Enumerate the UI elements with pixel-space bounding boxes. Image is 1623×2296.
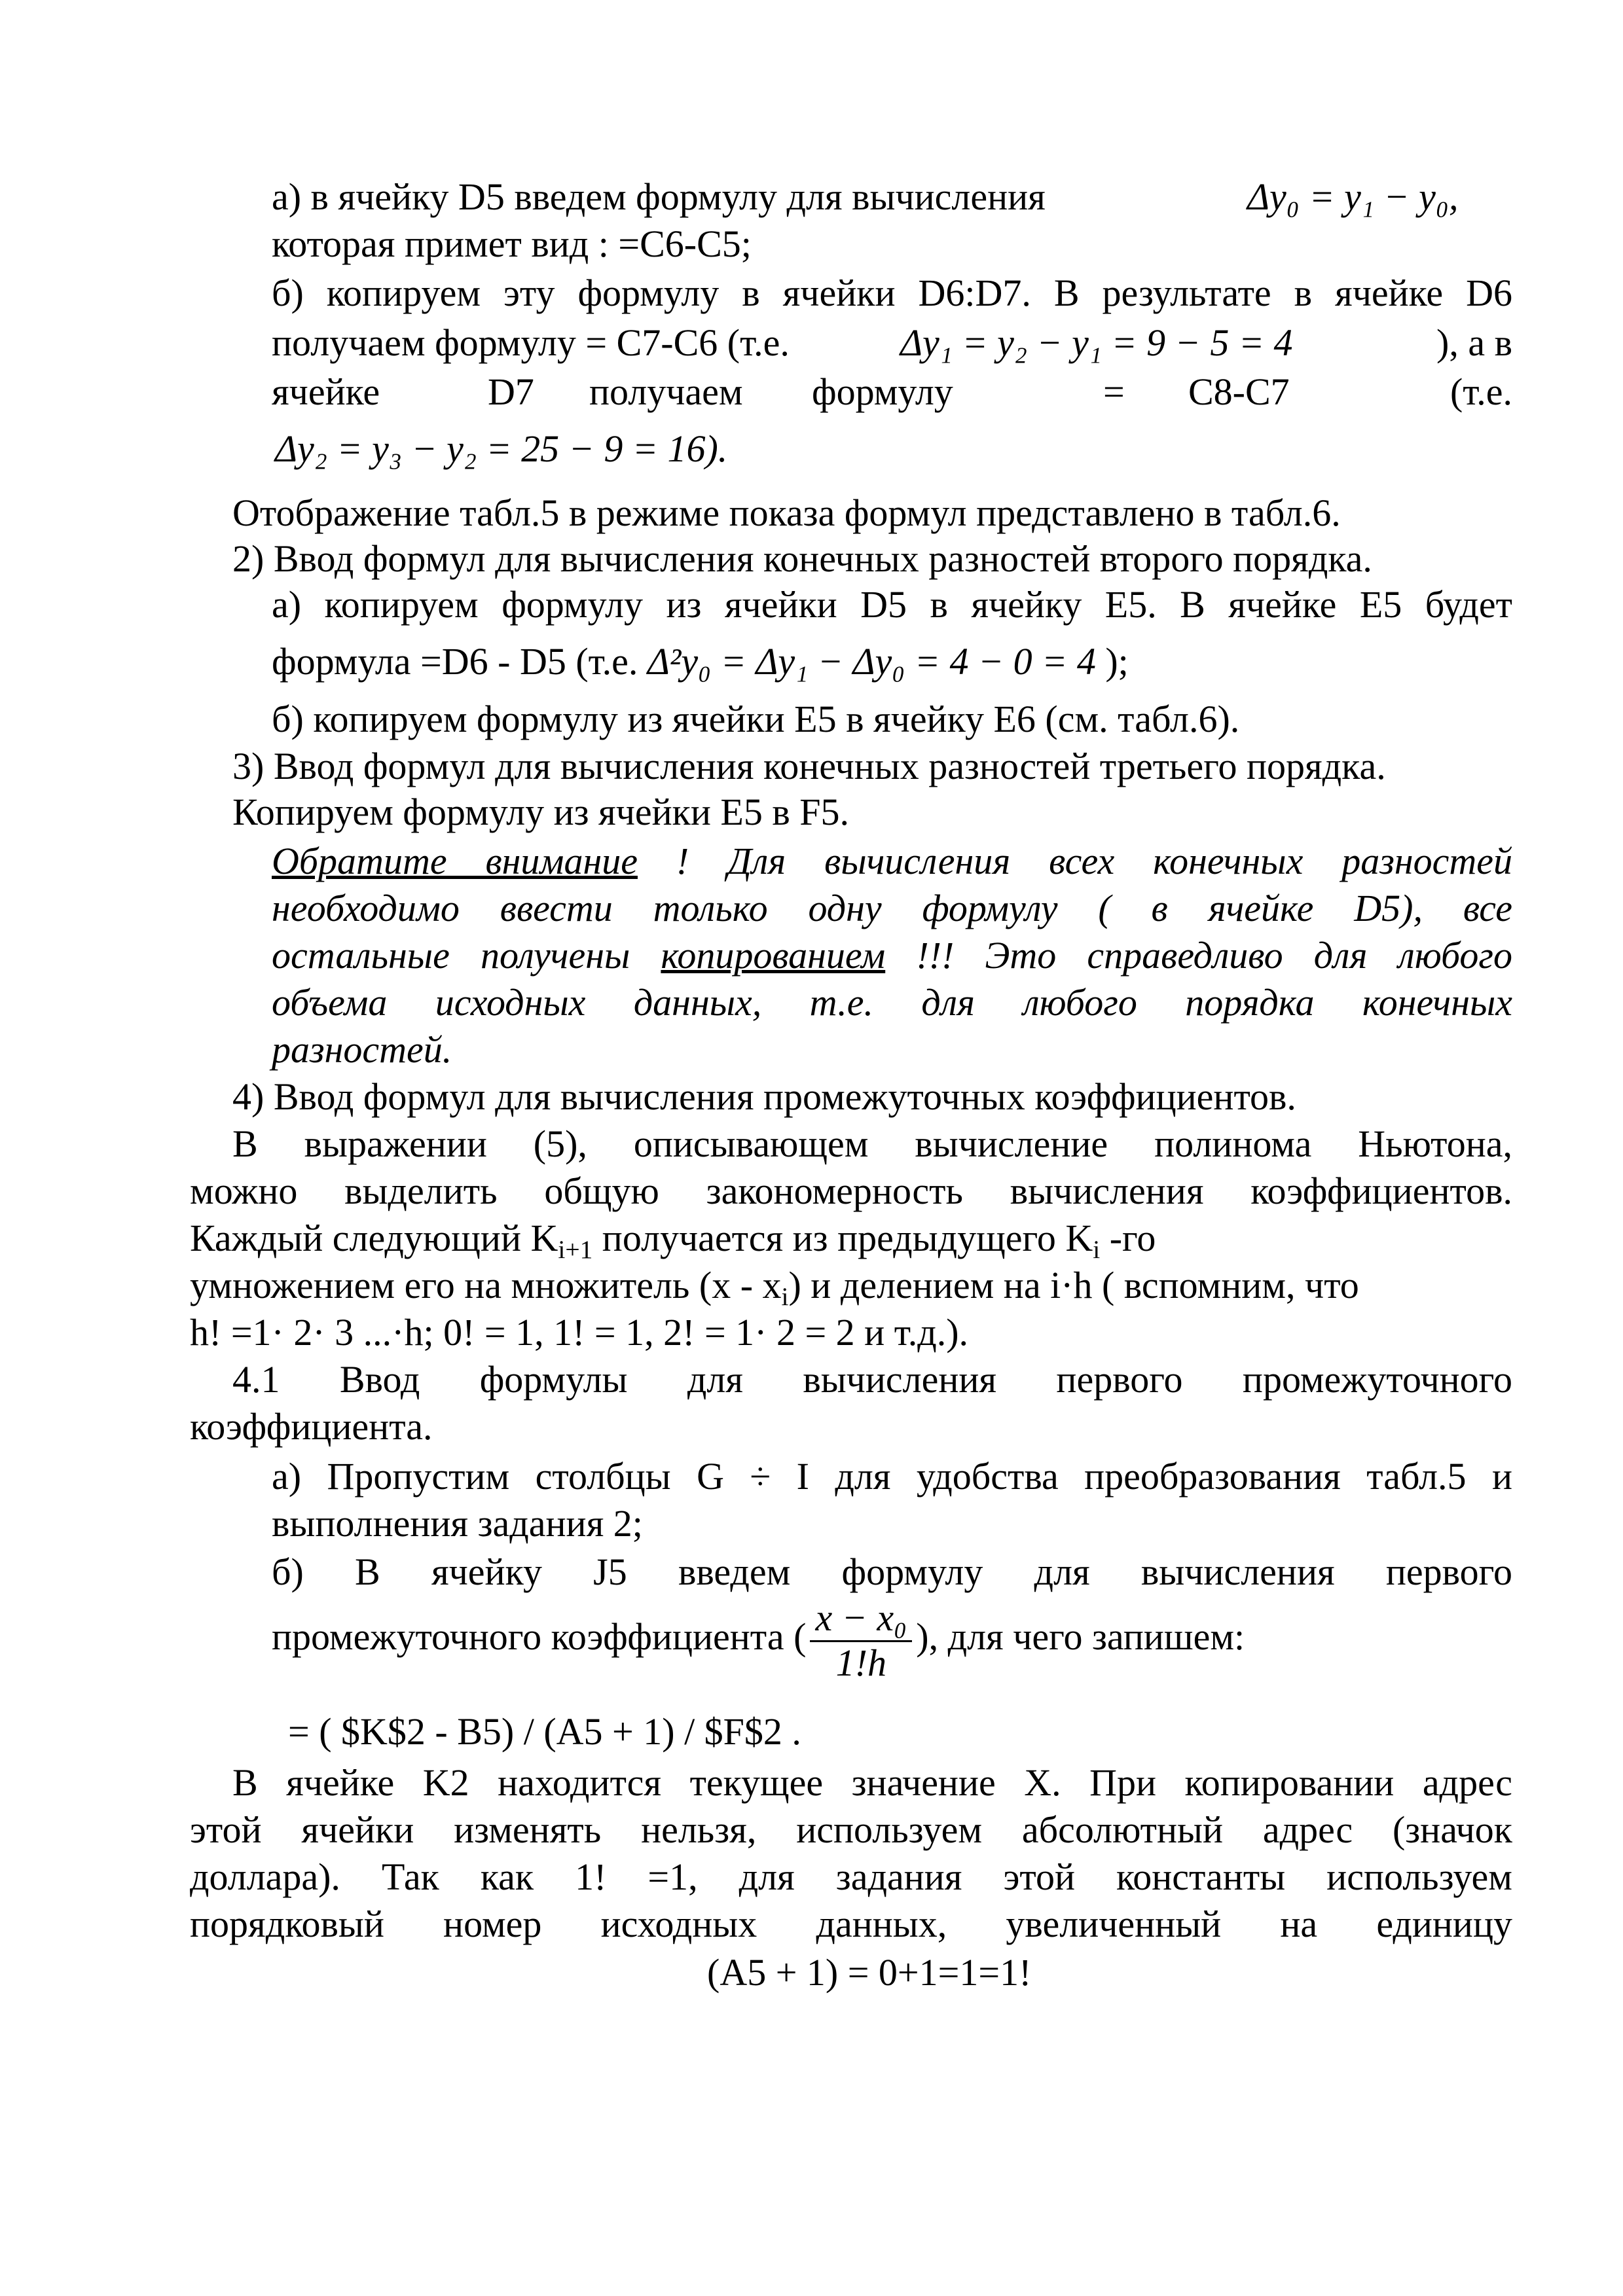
math-formula: Δy₀ = y₁ − y₀,: [1247, 175, 1459, 218]
math-formula: Δy₂ = y₃ − y₂ = 25 − 9 = 16).: [275, 427, 728, 470]
text-line: б) копируем эту формулу в ячейки D6:D7. В результате в ячейке D6: [272, 272, 1512, 314]
text-line: порядковый номер исходных данных, увеличенный на единицу: [190, 1903, 1512, 1945]
subscript: i: [1093, 1235, 1101, 1265]
text-line: 4.1 Ввод формулы для вычисления первого промежуточного: [232, 1358, 1512, 1401]
line-text: умножением его на множитель (x - x: [190, 1264, 782, 1306]
text-line: б) В ячейку J5 введем формулу для вычисления первого: [272, 1551, 1512, 1593]
text-line: [272, 1594, 1245, 1684]
fraction-denominator: 1!h: [835, 1641, 886, 1685]
math-formula: Δy₁ = y₂ − y₁ = 9 − 5 = 4: [900, 321, 1293, 364]
line-text: формула =D6 - D5 (т.е.: [272, 640, 638, 683]
close-paren: ): [916, 1615, 929, 1658]
math-formula: Δ²y₀ = Δy₁ − Δy₀ = 4 − 0 = 4: [647, 640, 1096, 683]
word: (т.е.: [1450, 370, 1512, 413]
text-line: (А5 + 1) = 0+1=1=1!: [707, 1951, 1032, 1994]
text-line: 2) Ввод формул для вычисления конечных разностей второго порядка.: [232, 537, 1372, 580]
text-line: [272, 638, 1129, 685]
subscript: i+1: [558, 1235, 593, 1265]
text-line: б) копируем формулу из ячейки E5 в ячейку E6 (см. табл.6).: [272, 698, 1240, 740]
note-text: ! Для вычисления всех конечных разностей: [637, 840, 1512, 882]
line-text: а) в ячейку D5 введем формулу для вычисления: [272, 175, 1046, 218]
line-text: ), а в: [1436, 321, 1512, 364]
word: ячейке: [272, 370, 380, 413]
text-line: [190, 1262, 1359, 1312]
note-line: разностей.: [272, 1028, 452, 1071]
fraction-numerator: x − x₀: [810, 1597, 912, 1642]
note-line: [272, 932, 1512, 979]
line-text: -го: [1100, 1217, 1156, 1259]
note-emphasis: копированием: [661, 934, 886, 977]
text-line: h! =1· 2· 3 ...·h; 0! = 1, 1! = 1, 2! = 1· 2 = 2 и т.д.).: [190, 1311, 969, 1354]
line-text: ) и делением на i·h ( вспомним, что: [788, 1264, 1359, 1306]
word: получаем: [589, 370, 743, 413]
word: D7: [488, 370, 534, 413]
text-line: доллара). Так как 1! =1, для задания этой константы используем: [190, 1856, 1512, 1898]
text-line: коэффициента.: [190, 1405, 433, 1448]
text-line: выполнения задания 2;: [272, 1502, 643, 1545]
line-text: получается из предыдущего K: [593, 1217, 1093, 1259]
line-text: );: [1105, 640, 1129, 683]
text-line: которая примет вид : =С6-С5;: [272, 223, 752, 265]
subscript: i: [781, 1282, 789, 1312]
text-line: = ( $K$2 - B5) / (A5 + 1) / $F$2 .: [288, 1710, 801, 1753]
note-text: !!! Это справедливо для любого: [885, 934, 1512, 977]
note-line: [272, 838, 1512, 885]
text-line: Копируем формулу из ячейки E5 в F5.: [232, 791, 849, 833]
text-line: [190, 1215, 1156, 1265]
text-line: 4) Ввод формул для вычисления промежуточных коэффициентов.: [232, 1075, 1296, 1118]
text-line: можно выделить общую закономерность вычисления коэффициентов.: [190, 1170, 1512, 1212]
text-line: В выражении (5), описывающем вычисление полинома Ньютона,: [232, 1122, 1512, 1165]
note-line: объема исходных данных, т.е. для любого порядка конечных: [272, 981, 1512, 1024]
word: =: [1103, 370, 1125, 413]
text-line: Отображение табл.5 в режиме показа формул представлено в табл.6.: [232, 492, 1341, 534]
line-text: Каждый следующий K: [190, 1217, 558, 1259]
fraction: [810, 1597, 912, 1684]
word: формулу: [812, 370, 953, 413]
text-line: а) Пропустим столбцы G ÷ I для удобства преобразования табл.5 и: [272, 1455, 1512, 1498]
note-text: остальные получены: [272, 934, 661, 977]
text-line: 3) Ввод формул для вычисления конечных разностей третьего порядка.: [232, 745, 1386, 787]
word: С8-С7: [1188, 370, 1290, 413]
text-line: [272, 319, 1512, 367]
note-emphasis: Обратите внимание: [272, 840, 638, 882]
text-line: [272, 173, 1512, 221]
text-line: а) копируем формулу из ячейки D5 в ячейку E5. В ячейке E5 будет: [272, 583, 1512, 626]
open-paren: (: [793, 1615, 807, 1658]
line-text: промежуточного коэффициента: [272, 1615, 784, 1658]
text-line: этой ячейки изменять нельзя, используем абсолютный адрес (значок: [190, 1808, 1512, 1851]
line-text: , для чего запишем:: [928, 1615, 1245, 1658]
line-text: получаем формулу = С7-С6 (т.е.: [272, 321, 790, 364]
note-line: необходимо ввести только одну формулу ( в ячейке D5), все: [272, 887, 1512, 929]
text-line: В ячейке K2 находится текущее значение X. При копировании адрес: [232, 1761, 1512, 1804]
